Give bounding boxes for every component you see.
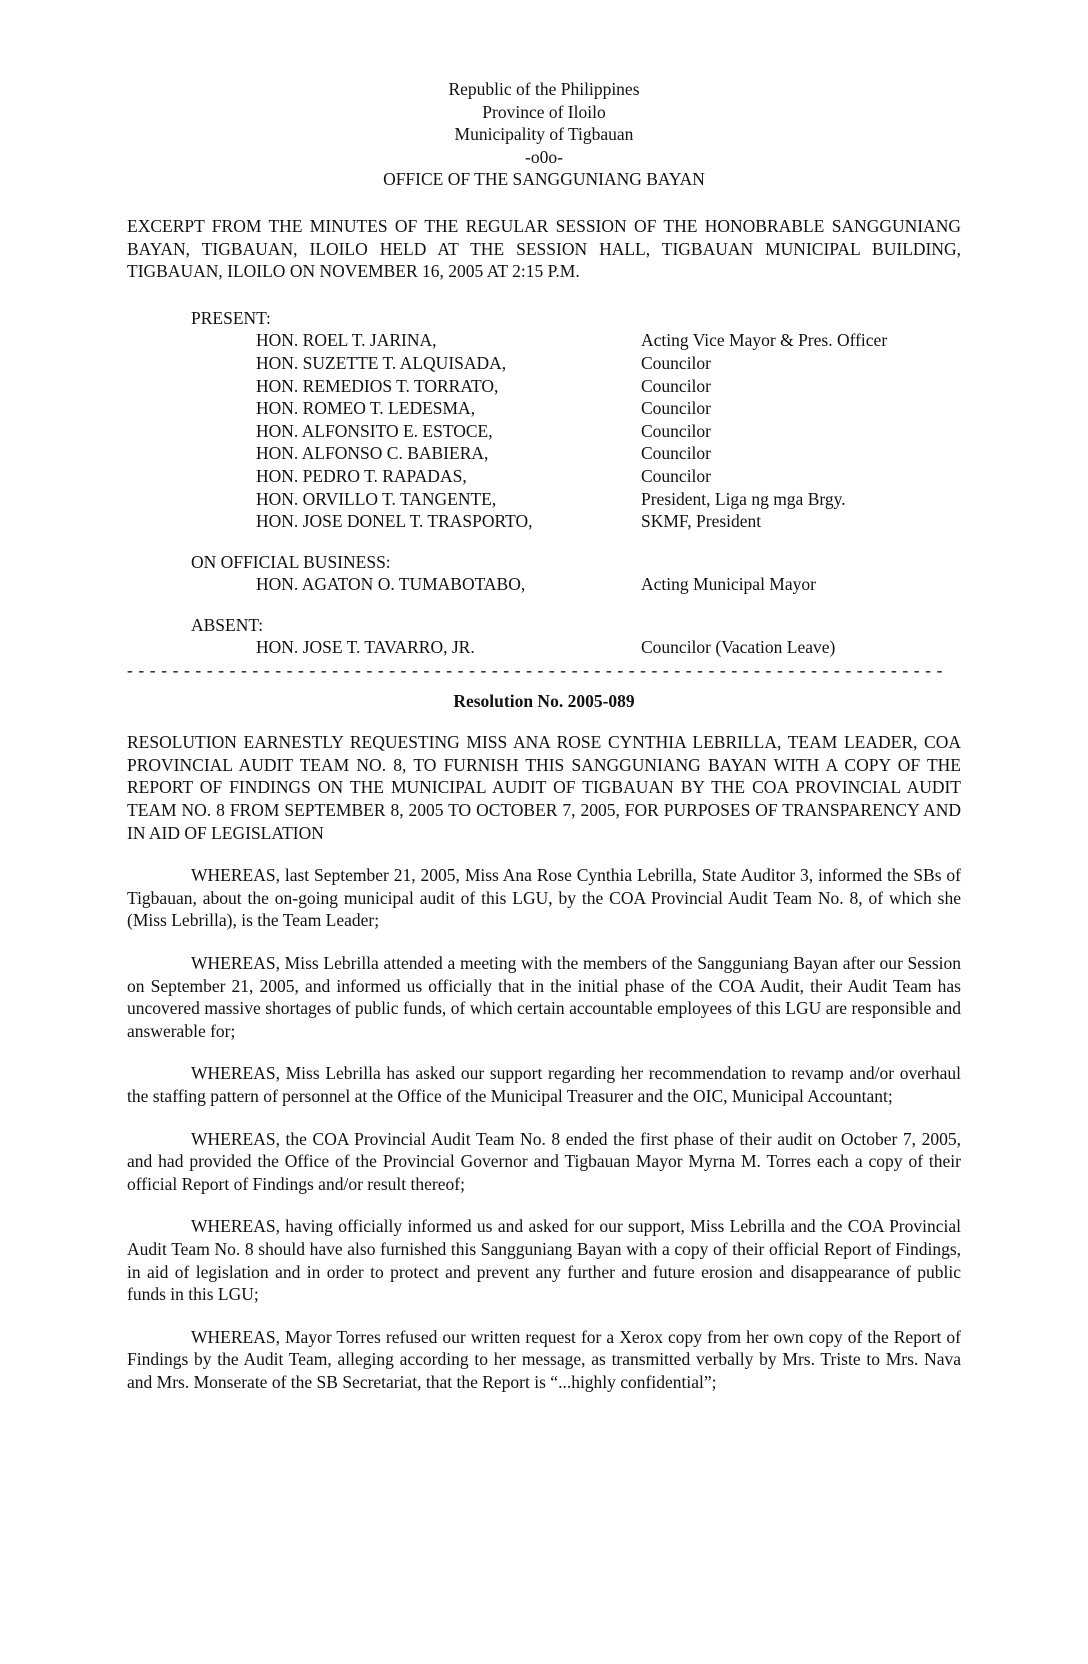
- dashed-separator: - - - - - - - - - - - - - - - - - - - - - - - - - - - - - - - - - - - - - - - - - - - - - - - - - - - - - - - - - - - - - - - - - - - - - - - -: [127, 660, 944, 681]
- attendee-row: [127, 352, 961, 375]
- attendee-position: President, Liga ng mga Brgy.: [641, 488, 846, 509]
- whereas-paragraph: WHEREAS, the COA Provincial Audit Team No. 8 ended the first phase of their audit on October 7, 2005, and had provided the Office of the Provincial Governor and Tigbauan Mayor Myrna M. Torres each a copy of their official Report of Findings and/or result thereof;: [127, 1128, 961, 1194]
- attendee-row: [127, 329, 961, 352]
- attendee-name: HON. SUZETTE T. ALQUISADA,: [256, 352, 507, 373]
- attendee-row: [127, 420, 961, 443]
- attendee-name: HON. ALFONSITO E. ESTOCE,: [256, 420, 493, 441]
- header-municipality: Municipality of Tigbauan: [454, 124, 634, 145]
- header-office: OFFICE OF THE SANGGUNIANG BAYAN: [383, 169, 705, 190]
- whereas-paragraph: WHEREAS, Miss Lebrilla has asked our support regarding her recommendation to revamp and/or overhaul the staffing pattern of personnel at the Office of the Municipal Treasurer and the OIC, Municipal Accountant;: [127, 1063, 961, 1106]
- attendee-name: HON. ROMEO T. LEDESMA,: [256, 398, 476, 419]
- attendee-row: [127, 397, 961, 420]
- attendee-name: HON. ORVILLO T. TANGENTE,: [256, 488, 497, 509]
- attendee-row: [127, 636, 961, 659]
- attendee-name: HON. JOSE DONEL T. TRASPORTO,: [256, 511, 533, 532]
- attendee-row: [127, 573, 961, 596]
- whereas-paragraph: WHEREAS, Mayor Torres refused our written request for a Xerox copy from her own copy of the Report of Findings by the Audit Team, alleging according to her message, as transmitted verbally by Mrs. Triste to Mrs. Nava and Mrs. Monserate of the SB Secretariat, that the Report is “...highly confidential”;: [127, 1326, 961, 1392]
- minutes-excerpt: EXCERPT FROM THE MINUTES OF THE REGULAR SESSION OF THE HONOBRABLE SANGGUNIANG BAYAN, TIGBAUAN, ILOILO HELD AT THE SESSION HALL, TIGBAUAN MUNICIPAL BUILDING, TIGBAUAN, ILOILO ON NOVEMBER 16, 2005 AT 2:15 P.M.: [127, 215, 961, 282]
- whereas-paragraph: WHEREAS, having officially informed us and asked for our support, Miss Lebrilla and the COA Provincial Audit Team No. 8 should have also furnished this Sangguniang Bayan with a copy of their official Report of Findings, in aid of legislation and in order to protect and prevent any further and future erosion and disappearance of public funds in this LGU;: [127, 1216, 961, 1305]
- attendee-position: SKMF, President: [641, 511, 762, 532]
- attendee-position: Councilor: [641, 375, 711, 396]
- letterhead: [127, 78, 961, 191]
- attendee-name: HON. PEDRO T. RAPADAS,: [256, 465, 467, 486]
- present-label: PRESENT:: [191, 307, 271, 328]
- attendee-position: Acting Vice Mayor & Pres. Officer: [641, 330, 888, 351]
- attendee-name: HON. AGATON O. TUMABOTABO,: [256, 574, 526, 595]
- resolution-number: Resolution No. 2005-089: [453, 690, 635, 711]
- official-business-label: ON OFFICIAL BUSINESS:: [191, 551, 391, 572]
- present-list: [127, 329, 961, 532]
- whereas-paragraph: WHEREAS, Miss Lebrilla attended a meeting with the members of the Sangguniang Bayan after our Session on September 21, 2005, and informed us officially that in the initial phase of the COA Audit, their Audit Team has uncovered massive shortages of public funds, of which certain accountable employees of this LGU are responsible and answerable for;: [127, 953, 961, 1041]
- attendee-position: Acting Municipal Mayor: [641, 574, 816, 595]
- header-province: Province of Iloilo: [482, 101, 606, 122]
- absent-list: [127, 636, 961, 659]
- resolution-title: RESOLUTION EARNESTLY REQUESTING MISS ANA ROSE CYNTHIA LEBRILLA, TEAM LEADER, COA PROVINCIAL AUDIT TEAM NO. 8, TO FURNISH THIS SANGGUNIANG BAYAN WITH A COPY OF THE REPORT OF FINDINGS ON THE MUNICIPAL AUDIT OF TIGBAUAN BY THE COA PROVINCIAL AUDIT TEAM NO. 8 FROM SEPTEMBER 8, 2005 TO OCTOBER 7, 2005, FOR PURPOSES OF TRANSPARENCY AND IN AID OF LEGISLATION: [127, 732, 961, 843]
- attendee-name: HON. REMEDIOS T. TORRATO,: [256, 375, 499, 396]
- attendee-row: [127, 375, 961, 398]
- attendee-position: Councilor: [641, 443, 711, 464]
- official-business-list: [127, 573, 961, 596]
- attendee-row: [127, 465, 961, 488]
- attendee-position: Councilor: [641, 352, 711, 373]
- absent-label: ABSENT:: [191, 614, 264, 635]
- attendee-name: HON. ROEL T. JARINA,: [256, 330, 437, 351]
- header-ornament: -o0o-: [525, 146, 563, 167]
- attendee-row: [127, 510, 961, 533]
- attendee-name: HON. JOSE T. TAVARRO, JR.: [256, 637, 475, 658]
- attendee-row: [127, 442, 961, 465]
- attendee-position: Councilor (Vacation Leave): [641, 637, 836, 658]
- attendee-position: Councilor: [641, 420, 711, 441]
- attendee-row: [127, 488, 961, 511]
- attendee-position: Councilor: [641, 398, 711, 419]
- header-republic: Republic of the Philippines: [448, 79, 640, 99]
- whereas-paragraph: WHEREAS, last September 21, 2005, Miss Ana Rose Cynthia Lebrilla, State Auditor 3, informed the SBs of Tigbauan, about the on-going municipal audit of this LGU, by the COA Provincial Audit Team No. 8, of which she (Miss Lebrilla), is the Team Leader;: [127, 865, 961, 931]
- attendee-position: Councilor: [641, 465, 711, 486]
- attendee-name: HON. ALFONSO C. BABIERA,: [256, 443, 489, 464]
